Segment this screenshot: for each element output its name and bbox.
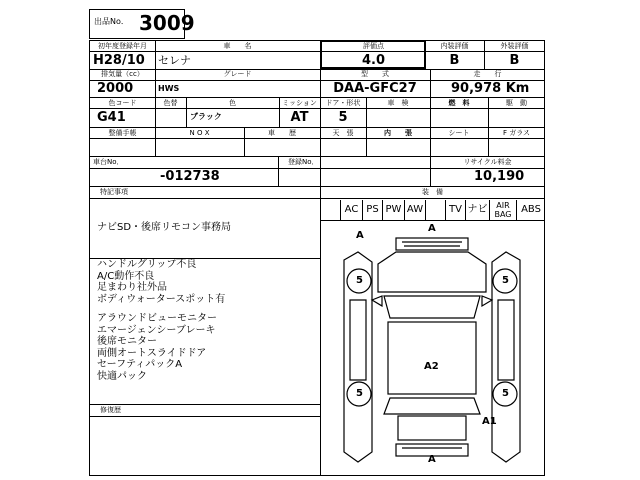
reg-year-value: H28/10	[93, 53, 145, 68]
exterior-value: B	[509, 53, 520, 68]
rear-window-outline	[384, 398, 480, 414]
interior-trim-label: 内 張	[384, 129, 412, 137]
model-name-value: セレナ	[158, 54, 191, 67]
sunroof-label: 天 張	[332, 129, 354, 137]
registration-label: 登録No．	[288, 158, 319, 166]
roof-outline	[388, 322, 476, 394]
manual-label: 整備手帳	[108, 129, 137, 137]
damage-mark-roof: A2	[424, 361, 439, 372]
notes-item: 足まわり社外品	[97, 282, 167, 293]
exterior-label: 外装評価	[500, 42, 529, 50]
vehicle-damage-diagram	[320, 220, 545, 476]
grade-value: HWS	[158, 84, 180, 93]
interior-value: B	[449, 53, 460, 68]
damage-mark-front-bumper: A	[428, 223, 436, 234]
windshield-outline	[384, 296, 480, 318]
grid-line	[89, 97, 545, 98]
model-code-value: DAA-GFC27	[333, 81, 417, 96]
damage-mark-left-front: A	[356, 230, 364, 241]
equipment-ac: AC	[340, 200, 362, 220]
displacement-label: 排気量（cc）	[101, 70, 144, 78]
front-grille-outline	[402, 242, 462, 246]
fuel-label: 燃 料	[448, 99, 470, 107]
transmission-label: ミッション	[282, 99, 317, 107]
color-value: ブラック	[190, 112, 222, 121]
grid-line	[89, 404, 320, 405]
color-change-label: 色替	[163, 99, 178, 107]
left-mirror	[372, 296, 382, 306]
equipment-blank	[425, 200, 445, 220]
equipment-label: 装 備	[422, 188, 443, 196]
equipment-airbag: AIR BAG	[489, 200, 516, 220]
notes-item: A/C動作不良	[97, 270, 155, 282]
mileage-label: 走 行	[473, 70, 502, 78]
damage-mark-rear-right: A1	[482, 416, 497, 427]
right-side-panel	[498, 300, 514, 380]
front-bumper-outline	[396, 238, 468, 250]
notes-item: ハンドルグリップ不良	[97, 259, 197, 270]
notes-item: 両側オートスライドドア	[97, 347, 207, 359]
grid-line	[89, 108, 545, 109]
equipment-abs: ABS	[516, 200, 545, 220]
tire-grade-fl: 5	[356, 275, 363, 286]
notes-label: 特記事項	[100, 188, 128, 196]
score-value: 4.0	[361, 53, 386, 68]
right-mirror	[482, 296, 492, 306]
grid-line	[89, 127, 545, 128]
lot-label: 出品No．	[94, 17, 129, 26]
score-label: 評価点	[363, 42, 384, 50]
grid-line	[89, 198, 545, 199]
notes-item: セーフティパックA	[97, 359, 183, 370]
tire-grade-rl: 5	[356, 388, 363, 399]
rear-hatch-outline	[398, 416, 466, 440]
grid-line	[278, 156, 279, 186]
equipment-aw: AW	[404, 200, 425, 220]
reg-year-label: 初年度登録年月	[98, 42, 147, 50]
grid-line	[89, 186, 545, 187]
grid-line	[89, 138, 545, 139]
grid-line	[89, 51, 545, 52]
drive-label: 駆 動	[506, 99, 527, 107]
notes-item: 快適パック	[97, 370, 147, 382]
displacement-value: 2000	[97, 81, 134, 96]
interior-label: 内装評価	[440, 42, 469, 50]
equipment-tv: TV	[445, 200, 465, 220]
color-code-label: 色コード	[108, 99, 137, 107]
notes-item: エマージェンシーブレーキ	[97, 324, 216, 336]
glass-label: F ガラス	[502, 129, 531, 137]
grid-line	[89, 416, 320, 417]
lot-number: 3009	[139, 11, 195, 35]
inspection-label: 車 検	[387, 99, 409, 107]
equipment-ps: PS	[362, 200, 382, 220]
hood-outline	[378, 252, 486, 292]
equipment-pw: PW	[382, 200, 404, 220]
color-code-value: G41	[97, 110, 126, 125]
recycle-label: リサイクル料金	[463, 158, 512, 166]
grid-line	[89, 156, 545, 157]
color-label: 色	[229, 99, 236, 107]
grade-label: グレード	[223, 70, 252, 78]
history-label: 車 歴	[268, 129, 296, 137]
notes-item: 後席モニター	[97, 336, 157, 347]
notes-line-1: ナビSD・後席リモコン事務局	[97, 222, 232, 233]
equipment-navi: ナビ	[465, 200, 489, 220]
nox-label: N O X	[189, 129, 210, 137]
tire-grade-rr: 5	[502, 388, 509, 399]
chassis-label: 車台No．	[93, 158, 124, 166]
notes-item: アラウンドビューモニター	[97, 313, 217, 324]
mileage-value: 90,978 Km	[451, 81, 530, 96]
notes-item: ボディウォータースポット有	[97, 293, 226, 305]
repair-label: 修復歴	[100, 406, 121, 414]
tire-grade-fr: 5	[502, 275, 509, 286]
left-side-panel	[350, 300, 366, 380]
damage-mark-rear-bumper: A	[428, 454, 436, 465]
model-code-label: 型 式	[361, 70, 389, 78]
doors-label: ドア・形状	[325, 99, 361, 107]
chassis-value: -012738	[160, 169, 220, 184]
doors-value: 5	[338, 110, 348, 125]
recycle-value: 10,190	[474, 169, 525, 184]
transmission-value: AT	[290, 110, 309, 125]
seat-label: シート	[448, 129, 470, 137]
model-name-label: 車 名	[223, 42, 252, 50]
